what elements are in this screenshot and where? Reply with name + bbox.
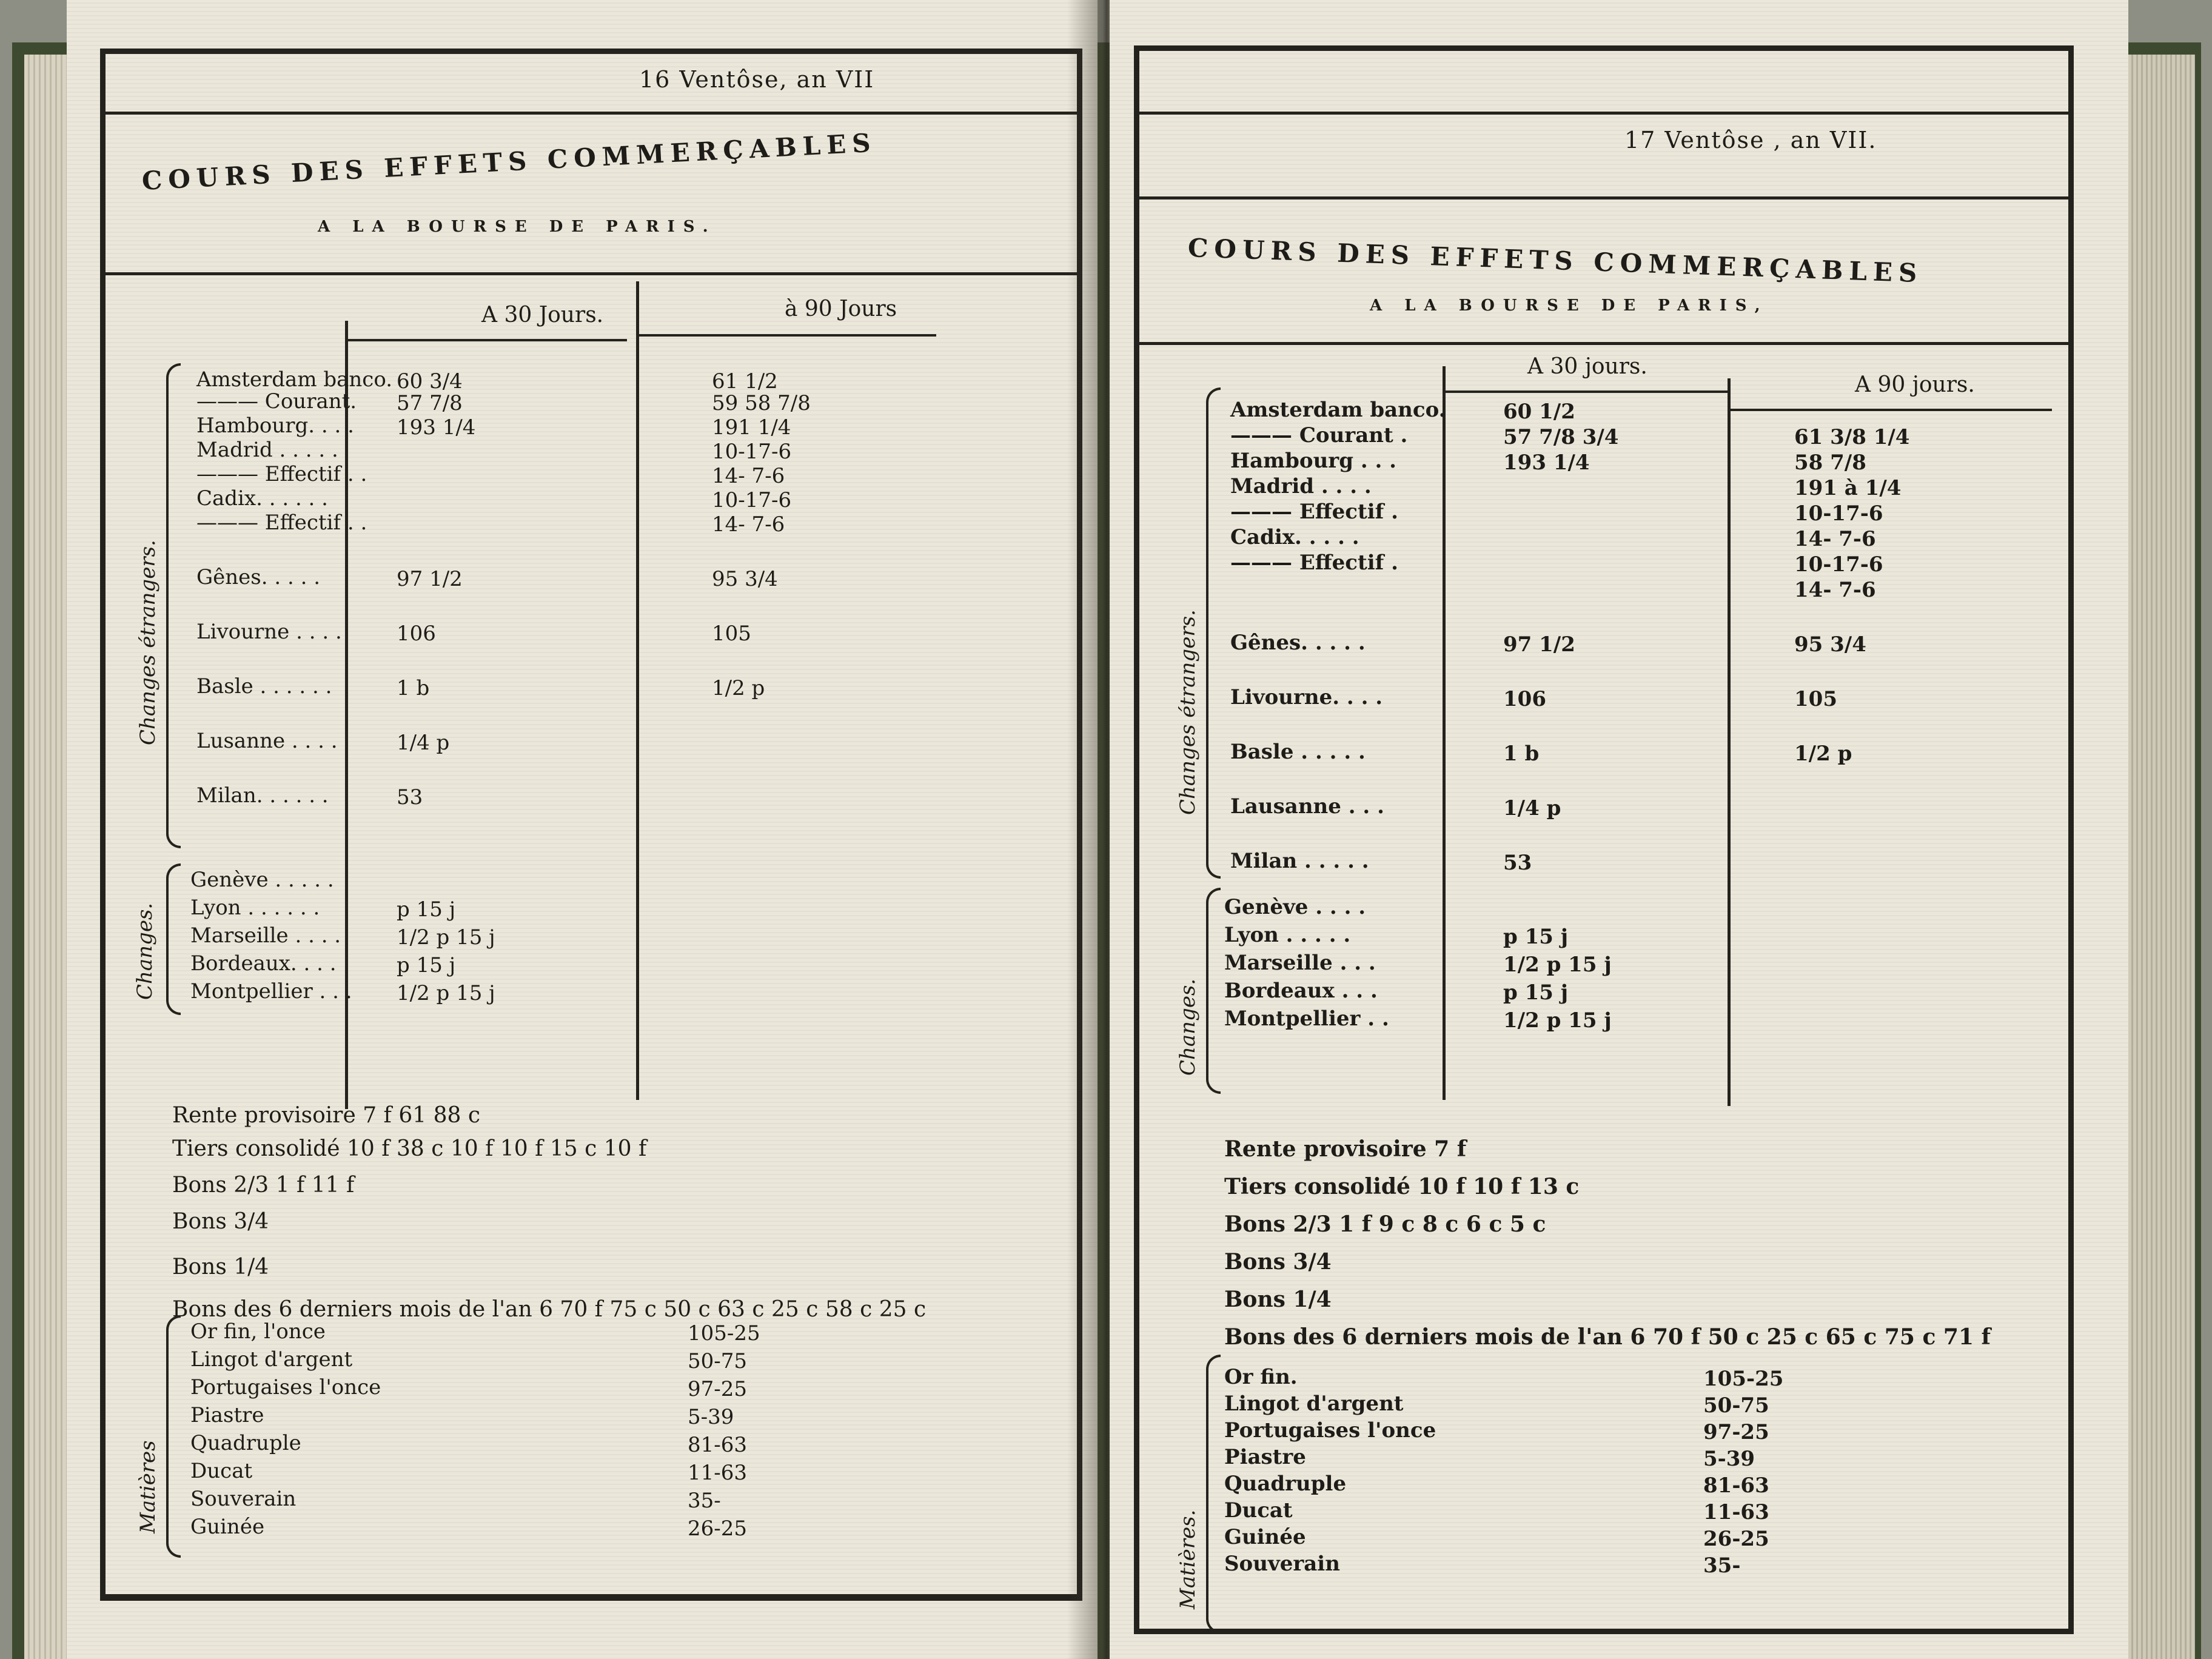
exchange-place-label: Madrid . . . . <box>1230 474 1372 498</box>
page-subtitle: A LA BOURSE DE PARIS. <box>318 218 717 236</box>
rate-30-days: 1/2 p 15 j <box>1503 1008 1612 1033</box>
rate-30-days: 57 7/8 <box>397 391 463 415</box>
metal-price: 97-25 <box>1703 1420 1769 1444</box>
exchange-place-label: ——— Effectif . . <box>196 511 367 535</box>
metal-price: 81-63 <box>1703 1473 1769 1498</box>
header-rule <box>106 112 1077 115</box>
metal-price: 50-75 <box>1703 1393 1769 1418</box>
title-rule <box>1139 342 2068 345</box>
rate-30-days: 60 3/4 <box>397 369 463 394</box>
rate-90-days: 58 7/8 <box>1794 451 1866 475</box>
city-label: Genève . . . . <box>1224 895 1366 919</box>
city-label: Bordeaux . . . <box>1224 979 1378 1003</box>
rate-30-days: 1/4 p <box>397 731 450 755</box>
rate-30-days: 97 1/2 <box>1503 632 1575 657</box>
exchange-place-label: Basle . . . . . . <box>196 674 332 699</box>
fund-quote-line: Bons 2/3 1 f 9 c 8 c 6 c 5 c <box>1224 1212 1546 1237</box>
exchange-place-label: Gênes. . . . . <box>1230 631 1366 655</box>
rate-90-days: 59 58 7/8 <box>712 391 811 415</box>
rate-30-days: p 15 j <box>397 897 456 922</box>
rate-90-days: 10-17-6 <box>712 440 792 464</box>
rate-90-days: 95 3/4 <box>1794 632 1866 657</box>
exchange-place-label: Milan . . . . . <box>1230 849 1369 873</box>
header-rule-2 <box>1139 196 2068 199</box>
rate-30-days: 193 1/4 <box>1503 451 1590 475</box>
brace-changes <box>166 863 181 1015</box>
exchange-place-label: ——— Courant . <box>1230 423 1408 447</box>
fund-quote-line: Bons des 6 derniers mois de l'an 6 70 f 75 c 50 c 63 c 25 c 58 c 25 c <box>172 1297 927 1322</box>
rate-30-days: 60 1/2 <box>1503 400 1575 424</box>
exchange-place-label: ——— Effectif . <box>1230 551 1398 575</box>
side-label-changes: Changes. <box>1176 978 1200 1076</box>
rate-30-days: 1/2 p 15 j <box>397 925 495 950</box>
column-header-90: A 90 jours. <box>1855 372 1975 397</box>
rate-30-days: 1 b <box>397 676 430 700</box>
metal-price: 11-63 <box>1703 1500 1769 1524</box>
rate-30-days: 106 <box>397 622 436 646</box>
metal-price: 35- <box>1703 1553 1741 1578</box>
city-label: Montpellier . . <box>1224 1007 1389 1031</box>
rate-90-days: 10-17-6 <box>1794 501 1883 526</box>
rate-90-days: 191 à 1/4 <box>1794 476 1902 500</box>
rate-90-days: 14- 7-6 <box>712 464 785 488</box>
fund-quote-line: Bons 3/4 <box>1224 1249 1332 1275</box>
metal-label: Souverain <box>190 1487 297 1511</box>
exchange-place-label: Lusanne . . . . <box>196 729 338 753</box>
metal-label: Lingot d'argent <box>1224 1392 1404 1416</box>
rate-30-days: 53 <box>397 785 423 809</box>
exchange-place-label: Livourne. . . . <box>1230 685 1383 709</box>
exchange-place-label: Cadix. . . . . <box>1230 525 1359 549</box>
metal-price: 105-25 <box>1703 1367 1784 1391</box>
page-date: 16 Ventôse, an VII <box>639 66 875 93</box>
side-label-matieres: Matières. <box>1176 1509 1200 1609</box>
rate-30-days: 1/2 p 15 j <box>1503 953 1612 977</box>
metal-price: 26-25 <box>688 1517 748 1541</box>
metal-price: 50-75 <box>688 1349 748 1373</box>
exchange-place-label: Amsterdam banco. <box>1230 398 1446 422</box>
header-rule <box>1139 112 2068 115</box>
left-page-frame <box>100 49 1082 1601</box>
rate-90-days: 105 <box>712 622 751 646</box>
exchange-place-label: Lausanne . . . <box>1230 794 1384 819</box>
exchange-place-label: Madrid . . . . . <box>196 438 338 462</box>
rate-90-days: 14- 7-6 <box>712 512 785 537</box>
metal-price: 35- <box>688 1489 721 1513</box>
rate-90-days: 10-17-6 <box>1794 552 1883 577</box>
fund-quote-line: Tiers consolidé 10 f 38 c 10 f 10 f 15 c 10 f <box>172 1136 647 1161</box>
brace-matieres <box>166 1315 181 1558</box>
exchange-place-label: Gênes. . . . . <box>196 565 321 589</box>
fund-quote-line: Bons 1/4 <box>1224 1287 1332 1312</box>
brace-matieres <box>1206 1355 1221 1634</box>
page-title: COURS DES EFFETS COMMERÇABLES <box>141 127 877 196</box>
right-page-frame <box>1134 45 2074 1634</box>
side-label-matieres: Matières <box>136 1440 160 1533</box>
metal-price: 5-39 <box>1703 1447 1755 1471</box>
city-label: Marseille . . . . <box>190 923 341 948</box>
fund-quote-line: Bons des 6 derniers mois de l'an 6 70 f 50 c 25 c 65 c 75 c 71 f <box>1224 1324 1991 1350</box>
side-label-changes-etrangers: Changes étrangers. <box>1176 609 1200 815</box>
metal-label: Portugaises l'once <box>1224 1418 1436 1443</box>
metal-label: Or fin, l'once <box>190 1319 326 1344</box>
rate-90-days: 14- 7-6 <box>1794 527 1876 551</box>
rate-30-days: 1/2 p 15 j <box>397 981 495 1005</box>
metal-price: 81-63 <box>688 1433 748 1457</box>
metal-price: 26-25 <box>1703 1527 1769 1551</box>
side-label-changes-etrangers: Changes étrangers. <box>136 540 160 745</box>
city-label: Marseille . . . <box>1224 951 1376 975</box>
brace-changes <box>1206 888 1221 1094</box>
exchange-place-label: Hambourg . . . <box>1230 449 1397 473</box>
fund-quote-line: Rente provisoire 7 f 61 88 c <box>172 1103 480 1128</box>
brace-changes-etrangers <box>166 363 181 848</box>
exchange-place-label: Cadix. . . . . . <box>196 486 328 511</box>
metal-label: Quadruple <box>1224 1472 1347 1496</box>
column-header-30: A 30 Jours. <box>481 303 604 327</box>
left-page <box>67 0 1098 1659</box>
rate-30-days: p 15 j <box>1503 980 1569 1005</box>
rate-30-days: 1 b <box>1503 742 1540 766</box>
fund-quote-line: Bons 2/3 1 f 11 f <box>172 1173 355 1198</box>
fund-quote-line: Bons 1/4 <box>172 1255 269 1279</box>
rate-30-days: p 15 j <box>397 953 456 977</box>
rate-90-days: 61 1/2 <box>712 369 778 394</box>
column-divider-1 <box>1443 366 1446 1100</box>
city-label: Genève . . . . . <box>190 868 334 892</box>
right-page <box>1110 0 2128 1659</box>
metal-label: Piastre <box>1224 1445 1306 1469</box>
title-rule <box>106 272 1077 275</box>
rate-90-days: 10-17-6 <box>712 488 792 512</box>
rate-90-days: 105 <box>1794 687 1837 711</box>
metal-label: Souverain <box>1224 1552 1340 1576</box>
exchange-place-label: Livourne . . . . <box>196 620 342 644</box>
page-title: COURS DES EFFETS COMMERÇABLES <box>1187 233 1924 289</box>
metal-label: Guinée <box>190 1515 265 1539</box>
rate-30-days: 53 <box>1503 851 1532 875</box>
rate-30-days: 1/4 p <box>1503 796 1561 820</box>
exchange-place-label: Basle . . . . . <box>1230 740 1366 764</box>
metal-label: Ducat <box>190 1459 253 1483</box>
rate-90-days: 61 3/8 1/4 <box>1794 425 1910 449</box>
metal-price: 5-39 <box>688 1405 734 1429</box>
rate-30-days: p 15 j <box>1503 925 1569 949</box>
column-header-30: A 30 jours. <box>1527 354 1647 379</box>
exchange-place-label: Milan. . . . . . <box>196 783 329 808</box>
rate-90-days: 95 3/4 <box>712 567 778 591</box>
exchange-place-label: Hambourg. . . . <box>196 414 354 438</box>
metal-label: Quadruple <box>190 1431 301 1455</box>
metal-price: 11-63 <box>688 1461 748 1485</box>
column-rule-30 <box>348 339 627 341</box>
metal-label: Piastre <box>190 1403 264 1427</box>
page-date: 17 Ventôse , an VII. <box>1624 127 1877 153</box>
column-header-90: à 90 Jours <box>785 297 897 321</box>
city-label: Bordeaux. . . . <box>190 951 337 976</box>
city-label: Lyon . . . . . . <box>190 896 320 920</box>
column-rule-90 <box>639 334 936 337</box>
rate-30-days: 193 1/4 <box>397 415 476 440</box>
page-subtitle: A LA BOURSE DE PARIS, <box>1370 297 1769 315</box>
exchange-place-label: Amsterdam banco. <box>196 367 393 392</box>
rate-90-days: 191 1/4 <box>712 415 791 440</box>
city-label: Lyon . . . . . <box>1224 923 1351 947</box>
metal-label: Portugaises l'once <box>190 1375 381 1399</box>
metal-price: 97-25 <box>688 1377 748 1401</box>
rate-30-days: 57 7/8 3/4 <box>1503 425 1619 449</box>
rate-90-days: 14- 7-6 <box>1794 578 1876 602</box>
city-label: Montpellier . . . <box>190 979 352 1004</box>
exchange-place-label: ——— Effectif . <box>1230 500 1398 524</box>
exchange-place-label: ——— Courant. <box>196 389 357 414</box>
rate-90-days: 1/2 p <box>1794 742 1852 766</box>
metal-label: Or fin. <box>1224 1365 1298 1389</box>
side-label-changes: Changes. <box>133 902 157 1000</box>
exchange-place-label: ——— Effectif . . <box>196 462 367 486</box>
fund-quote-line: Tiers consolidé 10 f 10 f 13 c <box>1224 1174 1580 1199</box>
fund-quote-line: Bons 3/4 <box>172 1209 269 1234</box>
fund-quote-line: Rente provisoire 7 f <box>1224 1136 1467 1162</box>
column-divider-2 <box>1728 378 1731 1106</box>
metal-label: Ducat <box>1224 1498 1293 1523</box>
rate-30-days: 97 1/2 <box>397 567 463 591</box>
column-divider-2 <box>636 281 639 1100</box>
rate-30-days: 106 <box>1503 687 1546 711</box>
column-rule-30 <box>1446 390 1731 393</box>
metal-label: Lingot d'argent <box>190 1347 353 1372</box>
metal-price: 105-25 <box>688 1321 760 1346</box>
rate-90-days: 1/2 p <box>712 676 765 700</box>
column-rule-90 <box>1731 409 2052 411</box>
metal-label: Guinée <box>1224 1525 1306 1549</box>
footer-rule <box>106 1594 1077 1597</box>
brace-changes-etrangers <box>1206 387 1221 879</box>
